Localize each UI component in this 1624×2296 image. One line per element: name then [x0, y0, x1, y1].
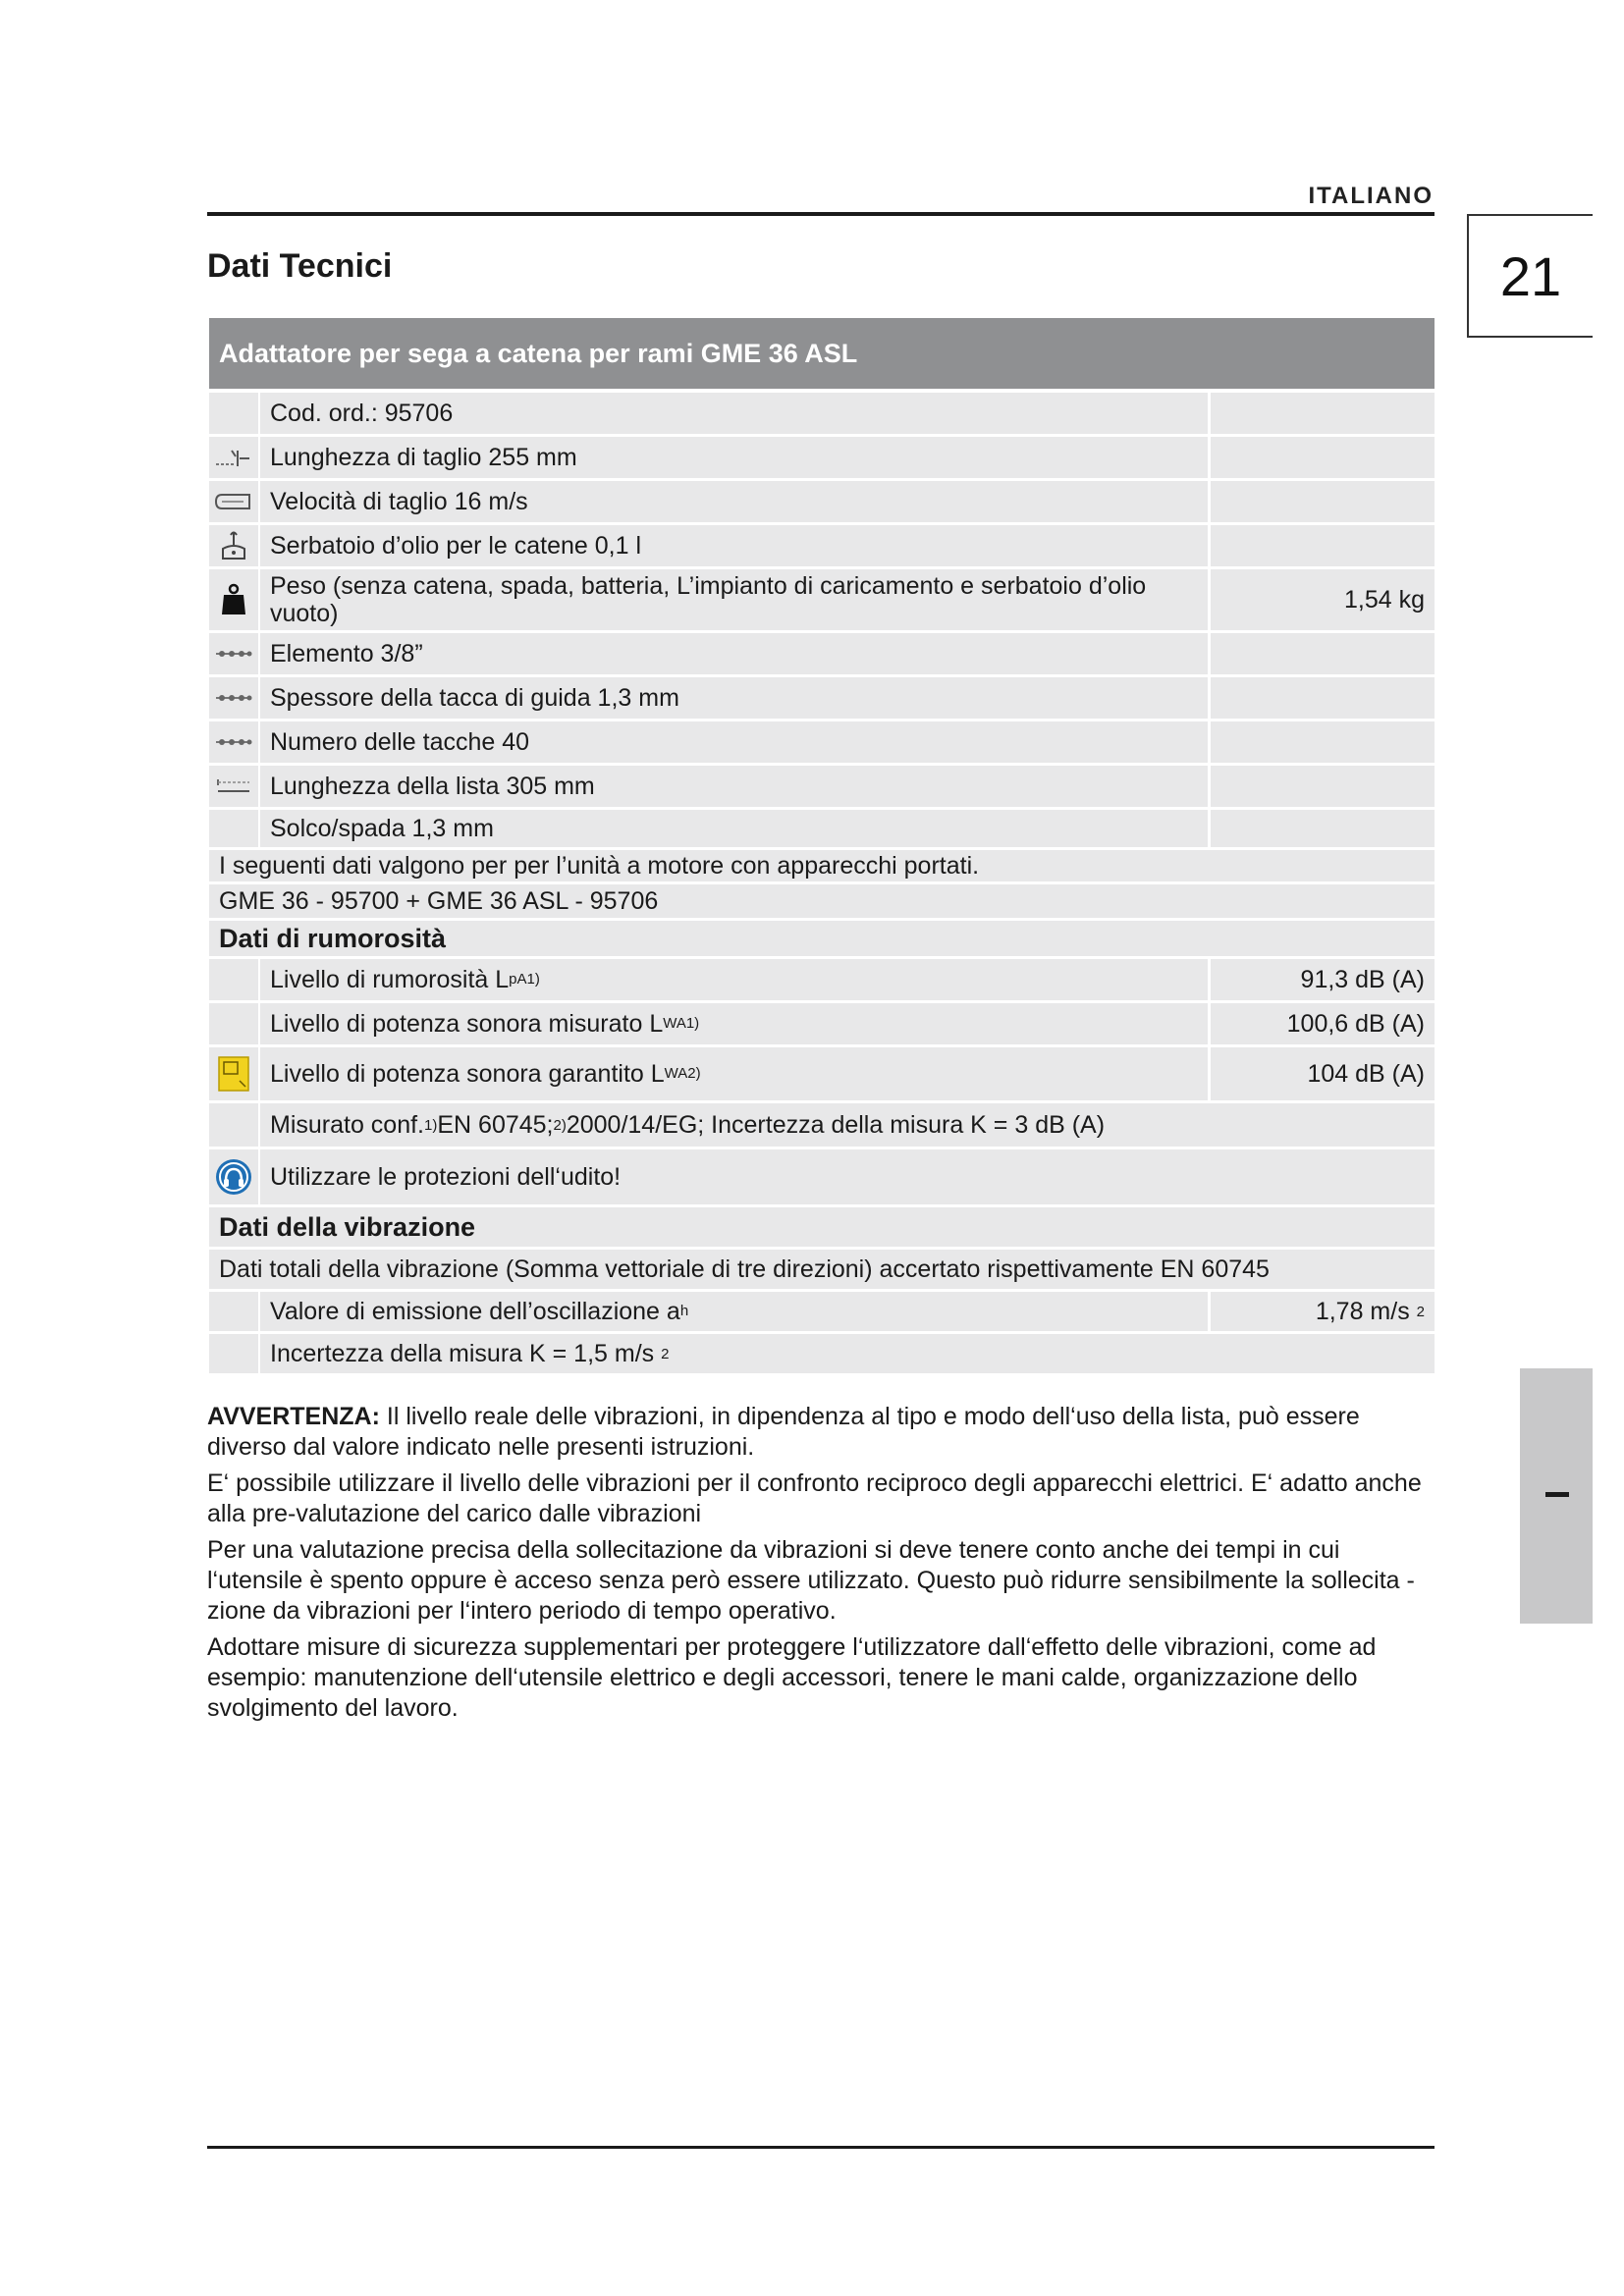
table-row	[209, 1100, 1435, 1147]
table-row	[209, 1331, 1435, 1373]
spec-value	[1211, 677, 1435, 719]
noise-heading: Dati di rumorosità	[219, 923, 447, 953]
spec-label: Lunghezza della lista 305 mm	[260, 766, 1211, 807]
measurement-standard: Misurato conf. 1) EN 60745; 2) 2000/14/EG; Incertezza della misura K = 3 dB (A)	[270, 1110, 1106, 1139]
table-row	[209, 918, 1435, 956]
bar-length-icon	[209, 766, 260, 807]
spec-label: Peso (senza catena, spada, batteria, L’impianto di caricamento e serbatoio d’olio vuoto)	[260, 569, 1211, 630]
blank-icon-cell	[209, 959, 260, 1000]
warning-paragraph: E‘ possibile utilizzare il livello delle vibrazioni per il confronto reciproco degli apparecchi elettrici. E‘ adatto anche alla pre-valutazione del carico dalle vibrazioni	[207, 1469, 1422, 1527]
chain-icon	[209, 677, 260, 719]
page-number: 21	[1467, 214, 1593, 338]
table-row	[209, 389, 1435, 434]
table-row	[209, 1044, 1435, 1100]
spec-label: Lunghezza di taglio 255 mm	[260, 437, 1211, 478]
table-row	[209, 566, 1435, 630]
table-row	[209, 956, 1435, 1000]
spec-value	[1211, 481, 1435, 522]
table-row	[209, 434, 1435, 478]
model-combination: GME 36 - 95700 + GME 36 ASL - 95706	[219, 886, 659, 915]
sound-power-label-icon	[209, 1047, 260, 1100]
warning-block	[207, 1402, 1435, 1730]
chain-speed-icon	[209, 481, 260, 522]
table-row	[209, 630, 1435, 674]
spec-label: Velocità di taglio 16 m/s	[260, 481, 1211, 522]
page-title: Dati Tecnici	[207, 247, 393, 285]
warning-paragraph: Adottare misure di sicurezza supplementari per proteggere l‘utilizzatore dall‘effetto delle vibrazioni, come ad esempio: manutenzione dell‘utensile elettrico e degli accessori, tenere le mani calde, organizzazione dello svolgimento del lavoro.	[207, 1633, 1377, 1722]
noise-lwa-guaranteed-label: Livello di potenza sonora garantito L WA 2)	[260, 1047, 1211, 1100]
table-row	[209, 881, 1435, 918]
language-label: ITALIANO	[1308, 183, 1434, 209]
spec-value	[1211, 525, 1435, 566]
blank-icon-cell	[209, 1334, 260, 1373]
table-heading: Adattatore per sega a catena per rami GME 36 ASL	[209, 318, 1435, 389]
spec-label: Serbatoio d’olio per le catene 0,1 l	[260, 525, 1211, 566]
cutting-length-icon	[209, 437, 260, 478]
warning-paragraph: Per una valutazione precisa della sollecitazione da vibrazioni si deve tenere conto anche dei tempi in cui l‘utensile è spento oppure è acceso senza però essere utilizzato. Questo può ridurre sensibilmente la sollecita - zione da vibrazioni per l‘intero periodo di tempo operativo.	[207, 1536, 1415, 1625]
vibration-emission-label: Valore di emissione dell’oscillazione a h	[260, 1292, 1211, 1331]
table-row	[209, 807, 1435, 847]
table-row	[209, 1147, 1435, 1204]
noise-lwa-guaranteed-value: 104 dB (A)	[1307, 1059, 1425, 1088]
blank-icon-cell	[209, 810, 260, 847]
noise-lpa-label: Livello di rumorosità L pA 1)	[260, 959, 1211, 1000]
noise-lwa-measured-value: 100,6 dB (A)	[1286, 1009, 1425, 1038]
spec-label: Solco/spada 1,3 mm	[260, 810, 1211, 847]
vibration-uncertainty: Incertezza della misura K = 1,5 m/s 2	[270, 1339, 670, 1367]
blank-icon-cell	[209, 1003, 260, 1044]
table-row	[209, 1000, 1435, 1044]
spec-label: Cod. ord.: 95706	[260, 393, 1211, 434]
chain-icon	[209, 721, 260, 763]
table-row	[209, 674, 1435, 719]
spec-value	[1211, 437, 1435, 478]
vibration-heading: Dati della vibrazione	[219, 1211, 476, 1242]
weight-icon	[209, 569, 260, 630]
table-row	[209, 719, 1435, 763]
vibration-total: Dati totali della vibrazione (Somma vettoriale di tre direzioni) accertato rispettivamente EN 60745	[219, 1255, 1270, 1283]
spec-value	[1211, 810, 1435, 847]
spec-value	[1211, 393, 1435, 434]
table-row	[209, 1204, 1435, 1247]
spec-value	[1211, 766, 1435, 807]
spec-table	[209, 318, 1435, 1373]
noise-lwa-measured-label: Livello di potenza sonora misurato L WA 1)	[260, 1003, 1211, 1044]
spec-label: Elemento 3/8”	[260, 633, 1211, 674]
vibration-emission-value: 1,78 m/s 2	[1315, 1297, 1425, 1325]
table-row	[209, 1247, 1435, 1289]
warning-label: AVVERTENZA:	[207, 1403, 380, 1430]
chain-icon	[209, 633, 260, 674]
table-row	[209, 847, 1435, 881]
ear-protection-note: Utilizzare le protezioni dell‘udito!	[270, 1162, 622, 1191]
spec-value	[1211, 721, 1435, 763]
warning-paragraph: AVVERTENZA: Il livello reale delle vibrazioni, in dipendenza al tipo e modo dell‘uso della lista, può essere diverso dal valore indicato nelle presenti istruzioni.	[207, 1403, 1360, 1461]
ear-protection-icon	[209, 1149, 260, 1204]
oil-tank-icon	[209, 525, 260, 566]
applicability-note: I seguenti dati valgono per per l’unità a motore con apparecchi portati.	[219, 851, 980, 880]
spec-label: Spessore della tacca di guida 1,3 mm	[260, 677, 1211, 719]
side-tab-mark	[1545, 1492, 1569, 1497]
blank-icon-cell	[209, 1292, 260, 1331]
weight-value: 1,54 kg	[1343, 585, 1425, 614]
spec-value	[1211, 633, 1435, 674]
top-rule	[207, 212, 1435, 216]
table-row	[209, 1289, 1435, 1331]
blank-icon-cell	[209, 1103, 260, 1147]
table-row	[209, 522, 1435, 566]
table-row	[209, 478, 1435, 522]
noise-lpa-value: 91,3 dB (A)	[1300, 965, 1425, 993]
blank-icon-cell	[209, 393, 260, 434]
table-row	[209, 763, 1435, 807]
bottom-rule	[207, 2146, 1435, 2149]
spec-label: Numero delle tacche 40	[260, 721, 1211, 763]
